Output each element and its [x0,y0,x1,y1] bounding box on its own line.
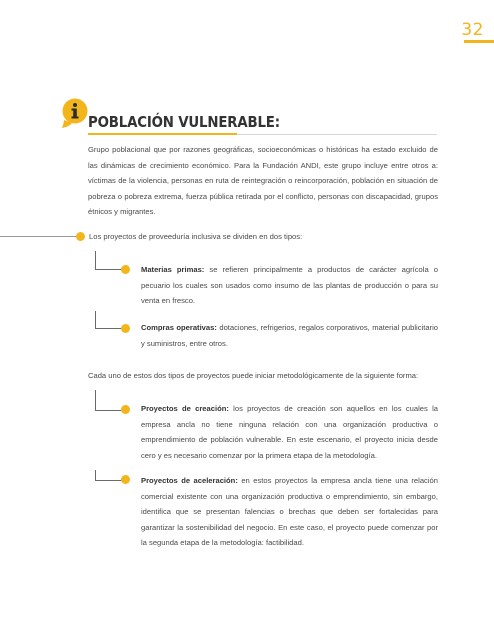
bullet-dot [121,265,130,274]
title-rule [237,134,437,135]
page-number: 32 [461,20,484,40]
types-intro: Los proyectos de proveeduría inclusiva se dividen en dos tipos: [89,232,303,241]
list-item: Proyectos de creación: los proyectos de creación son aquellos en los cuales la empresa ancla no tiene ninguna relación con una organización productiva o emprendimiento de población vulnerable. En este escenario, el proyecto inicia desde cero y es necesario comenzar por la primera etapa de la metodología. [141,404,438,460]
section-intro: Grupo poblacional que por razones geográficas, socioeconómicas o históricas ha estado excluido de las dinámicas de crecimiento económico. Para la Fundación ANDI, este grupo incluye entre otros a: víctimas de la violencia, personas en ruta de reintegración o reincorporación, población en situación de pobreza o pobreza extrema, fuerza pública retirada por el conflicto, personas con discapacidad, grupos étnicos y migrantes. [88,145,438,217]
tree-connector [95,251,122,270]
methods-intro: Cada uno de estos dos tipos de proyectos puede iniciar metodológicamente de la siguiente forma: [88,371,419,380]
bullet-dot [121,324,130,333]
tree-connector [95,470,122,481]
section-title: POBLACIÓN VULNERABLE: [88,113,280,131]
title-underline [88,133,237,135]
list-item: Materias primas: se refieren principalmente a productos de carácter agrícola o pecuario los cuales son usados como insumo de las plantas de producción o para su venta en fresco. [141,265,438,306]
bullet-dot [121,405,130,414]
tree-connector [95,311,122,329]
page-number-rule [464,40,494,43]
bullet-dot [76,232,85,241]
list-item: Compras operativas: dotaciones, refrigerios, regalos corporativos, material publicitario y suministros, entre otros. [141,323,438,348]
tree-connector [95,390,122,411]
bullet-dot [121,475,130,484]
list-item: Proyectos de aceleración: en estos proyectos la empresa ancla tiene una relación comercial existente con una organización productiva o emprendimiento, sin embargo, identifica que se presentan falencias o brechas que deben ser fortalecidas para garantizar la sostenibilidad del negocio. En este caso, el proyecto puede comenzar por la segunda etapa de la metodología: factibilidad. [141,476,438,548]
info-icon [60,98,90,128]
bullet-line [0,236,78,237]
